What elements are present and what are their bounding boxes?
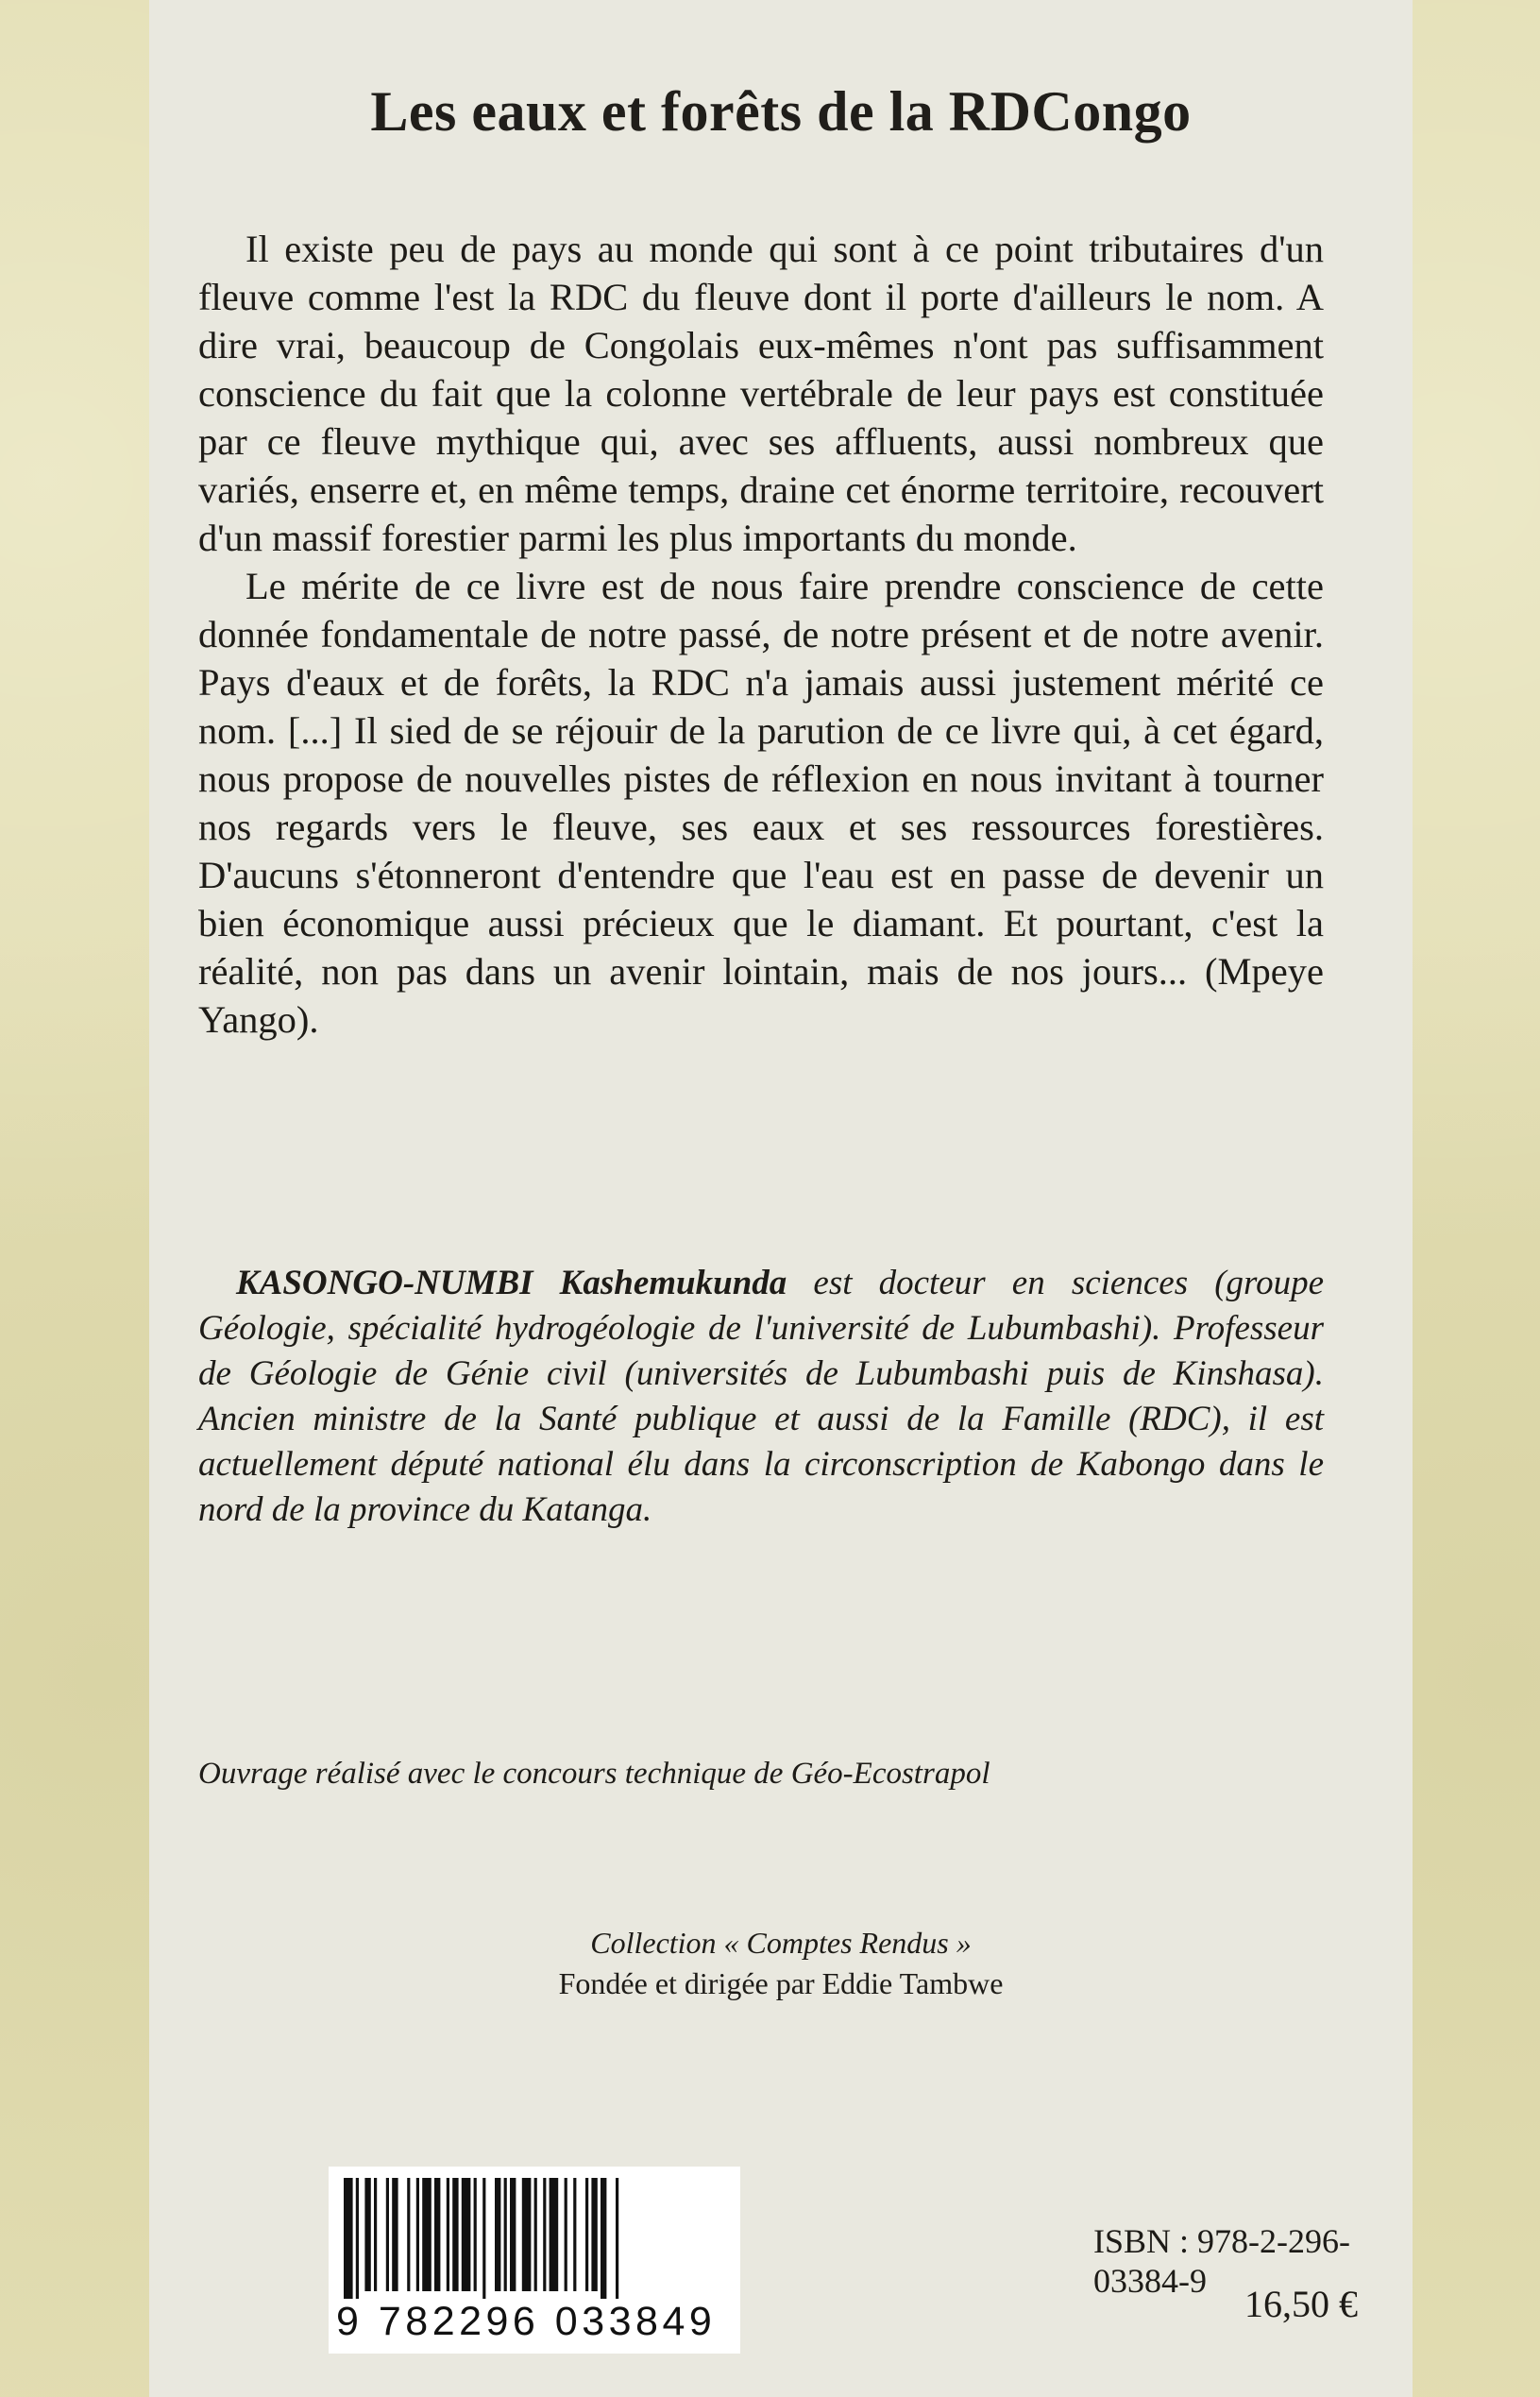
collection-editor: Fondée et dirigée par Eddie Tambwe xyxy=(558,1966,1004,2000)
barcode-bar xyxy=(482,2178,485,2299)
barcode-bar xyxy=(356,2178,359,2299)
barcode-bar xyxy=(601,2178,606,2299)
barcode-bar xyxy=(364,2178,370,2291)
barcode-bar xyxy=(504,2178,507,2291)
barcode-bar xyxy=(565,2178,567,2291)
back-cover-panel xyxy=(149,0,1413,2397)
barcode-bar xyxy=(374,2178,377,2291)
barcode-bar xyxy=(591,2178,597,2291)
barcode-bar xyxy=(585,2178,588,2291)
synopsis xyxy=(198,225,1324,1044)
barcode-bar xyxy=(534,2178,537,2291)
barcode-bar xyxy=(407,2178,410,2291)
collection-name: Collection « Comptes Rendus » xyxy=(590,1926,972,1960)
barcode-bar xyxy=(392,2178,398,2291)
book-title: Les eaux et forêts de la RDCongo xyxy=(370,80,1192,143)
barcode xyxy=(329,2167,740,2354)
barcode-bar xyxy=(452,2178,458,2291)
barcode-bar xyxy=(573,2178,576,2291)
barcode-bar xyxy=(522,2178,532,2291)
barcode-bar xyxy=(434,2178,440,2291)
paper-border-left xyxy=(0,0,149,2397)
barcode-bar xyxy=(550,2178,559,2291)
barcode-bar xyxy=(447,2178,449,2291)
price: 16,50 € xyxy=(1244,2283,1358,2325)
barcode-bar xyxy=(422,2178,432,2291)
barcode-bar xyxy=(510,2178,516,2291)
barcode-bar xyxy=(495,2178,500,2291)
barcode-bar xyxy=(474,2178,477,2291)
barcode-bar xyxy=(344,2178,353,2299)
barcode-bar xyxy=(386,2178,389,2291)
barcode-bar xyxy=(543,2178,546,2291)
isbn: ISBN : 978-2-296-03384-9 xyxy=(1093,2222,1350,2300)
barcode-bars xyxy=(342,2178,727,2299)
collection-info xyxy=(149,1923,1413,2004)
synopsis-paragraph-2: Le mérite de ce livre est de nous faire prendre conscience de cette donnée fondamentale de notre passé, de notre présent et de notre avenir. Pays d'eaux et de forêts, la RDC n'a jamais aussi justement mérité ce nom. [...] Il sied de se réjouir de la parution de ce livre qui, à cet égard, nous propose de nouvelles pistes de réflexion en nous invitant à tourner nos regards vers le fleuve, ses eaux et ses ressources forestières. D'aucuns s'étonneront d'entendre que l'eau est en passe de devenir un bien économique aussi précieux que le diamant. Et pourtant, c'est la réalité, non pas dans un avenir lointain, mais de nos jours... (Mpeye Yango). xyxy=(198,565,1324,1041)
paper-border-right xyxy=(1413,0,1540,2397)
barcode-bar xyxy=(616,2178,618,2299)
barcode-bar xyxy=(416,2178,419,2291)
barcode-digits: 9 782296 033849 xyxy=(336,2299,717,2344)
author-bio xyxy=(198,1261,1324,1533)
author-bio-text: est docteur en sciences (groupe Géologie, spécialité hydrogéologie de l'université de Lubumbashi). Professeur de Géologie de Génie civil (universités de Lubumbashi puis de Kinshasa). Ancien ministre de la Santé publique et aussi de la Famille (RDC), il est actuellement député national élu dans la circonscription de Kabongo dans le nord de la province du Katanga. xyxy=(198,1264,1324,1529)
barcode-bar xyxy=(462,2178,471,2291)
author-name: KASONGO-NUMBI Kashemukunda xyxy=(236,1264,787,1302)
technical-credit: Ouvrage réalisé avec le concours technique de Géo-Ecostrapol xyxy=(198,1757,990,1791)
synopsis-paragraph-1: Il existe peu de pays au monde qui sont à ce point tributaires d'un fleuve comme l'est la RDC du fleuve dont il porte d'ailleurs le nom. A dire vrai, beaucoup de Congolais eux-mêmes n'ont pas suffisamment conscience du fait que la colonne vertébrale de leur pays est constituée par ce fleuve mythique qui, avec ses affluents, aussi nombreux que variés, enserre et, en même temps, draine cet énorme territoire, recouvert d'un massif forestier parmi les plus importants du monde. xyxy=(198,228,1324,559)
